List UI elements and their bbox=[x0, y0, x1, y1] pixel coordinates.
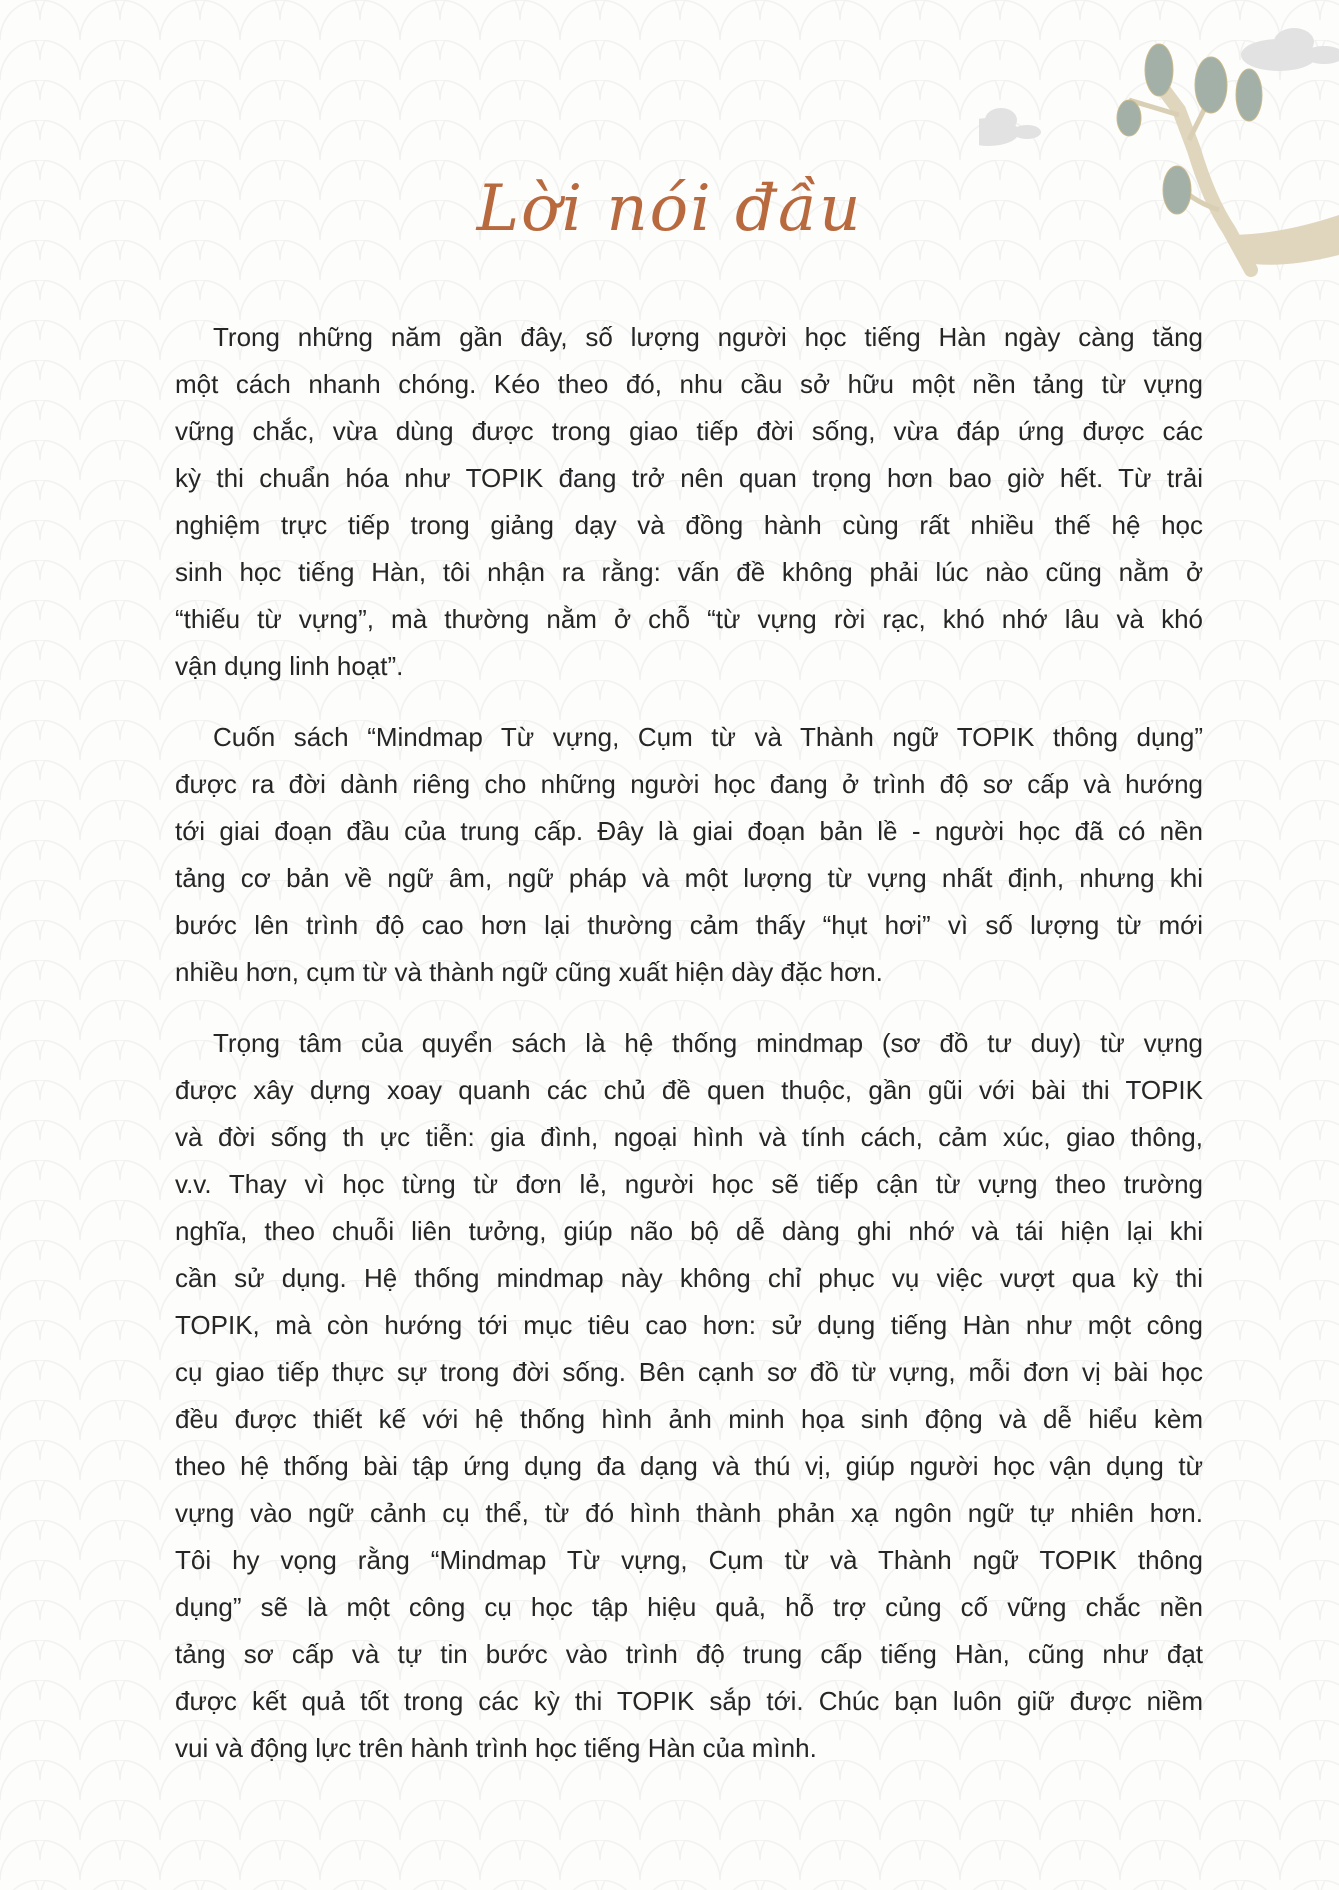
text-line: “thiếu từ vựng”, mà thường nằm ở chỗ “từ vựng rời rạc, khó nhớ lâu và khó bbox=[175, 604, 1203, 634]
text-line: TOPIK, mà còn hướng tới mục tiêu cao hơn: sử dụng tiếng Hàn như một công bbox=[175, 1310, 1203, 1340]
text-line: cụ giao tiếp thực sự trong đời sống. Bên cạnh sơ đồ từ vựng, mỗi đơn vị bài học bbox=[175, 1357, 1203, 1387]
text-line: Trong những năm gần đây, số lượng người học tiếng Hàn ngày càng tăng bbox=[213, 322, 1203, 352]
text-line: v.v. Thay vì học từng từ đơn lẻ, người học sẽ tiếp cận từ vựng theo trường bbox=[175, 1169, 1203, 1199]
text-line: cần sử dụng. Hệ thống mindmap này không chỉ phục vụ việc vượt qua kỳ thi bbox=[175, 1263, 1203, 1293]
text-line: tảng cơ bản về ngữ âm, ngữ pháp và một lượng từ vựng nhất định, nhưng khi bbox=[175, 863, 1203, 893]
text-line: nhiều hơn, cụm từ và thành ngữ cũng xuất hiện dày đặc hơn. bbox=[175, 957, 883, 987]
text-line: được xây dựng xoay quanh các chủ đề quen thuộc, gần gũi với bài thi TOPIK bbox=[175, 1075, 1203, 1105]
text-line: kỳ thi chuẩn hóa như TOPIK đang trở nên quan trọng hơn bao giờ hết. Từ trải bbox=[175, 463, 1203, 493]
text-line: bước lên trình độ cao hơn lại thường cảm thấy “hụt hơi” vì số lượng từ mới bbox=[175, 910, 1203, 940]
text-line: Tôi hy vọng rằng “Mindmap Từ vựng, Cụm từ và Thành ngữ TOPIK thông bbox=[175, 1545, 1203, 1575]
paragraph bbox=[175, 1020, 1203, 1772]
text-line: vui và động lực trên hành trình học tiếng Hàn của mình. bbox=[175, 1733, 817, 1763]
text-line: vận dụng linh hoạt”. bbox=[175, 651, 404, 681]
preface-body bbox=[175, 314, 1203, 1796]
text-line: một cách nhanh chóng. Kéo theo đó, nhu cầu sở hữu một nền tảng từ vựng bbox=[175, 369, 1203, 399]
text-line: được ra đời dành riêng cho những người học đang ở trình độ sơ cấp và hướng bbox=[175, 769, 1203, 799]
text-line: tới giai đoạn đầu của trung cấp. Đây là giai đoạn bản lề - người học đã có nền bbox=[175, 816, 1203, 846]
paragraph bbox=[175, 314, 1203, 690]
text-line: nghiệm trực tiếp trong giảng dạy và đồng hành cùng rất nhiều thế hệ học bbox=[175, 510, 1203, 540]
text-line: được kết quả tốt trong các kỳ thi TOPIK sắp tới. Chúc bạn luôn giữ được niềm bbox=[175, 1686, 1203, 1716]
cloud-icon bbox=[1241, 28, 1339, 71]
paragraph bbox=[175, 714, 1203, 996]
text-line: nghĩa, theo chuỗi liên tưởng, giúp não bộ dễ dàng ghi nhớ và tái hiện lại khi bbox=[175, 1216, 1203, 1246]
text-line: Cuốn sách “Mindmap Từ vựng, Cụm từ và Thành ngữ TOPIK thông dụng” bbox=[213, 722, 1203, 752]
text-line: Trọng tâm của quyển sách là hệ thống mindmap (sơ đồ tư duy) từ vựng bbox=[213, 1028, 1203, 1058]
text-line: tảng sơ cấp và tự tin bước vào trình độ trung cấp tiếng Hàn, cũng như đạt bbox=[175, 1639, 1203, 1669]
text-line: và đời sống th ực tiễn: gia đình, ngoại hình và tính cách, cảm xúc, giao thông, bbox=[175, 1122, 1203, 1152]
text-line: theo hệ thống bài tập ứng dụng đa dạng và thú vị, giúp người học vận dụng từ bbox=[175, 1451, 1203, 1481]
cloud-icon bbox=[979, 108, 1041, 146]
text-line: đều được thiết kế với hệ thống hình ảnh minh họa sinh động và dễ hiểu kèm bbox=[175, 1404, 1203, 1434]
text-line: vựng vào ngữ cảnh cụ thể, từ đó hình thành phản xạ ngôn ngữ tự nhiên hơn. bbox=[175, 1498, 1203, 1528]
text-line: vững chắc, vừa dùng được trong giao tiếp đời sống, vừa đáp ứng được các bbox=[175, 416, 1203, 446]
page-title: Lời nói đầu bbox=[476, 172, 863, 246]
text-line: sinh học tiếng Hàn, tôi nhận ra rằng: vấn đề không phải lúc nào cũng nằm ở bbox=[175, 557, 1203, 587]
text-line: dụng” sẽ là một công cụ học tập hiệu quả, hỗ trợ củng cố vững chắc nền bbox=[175, 1592, 1203, 1622]
